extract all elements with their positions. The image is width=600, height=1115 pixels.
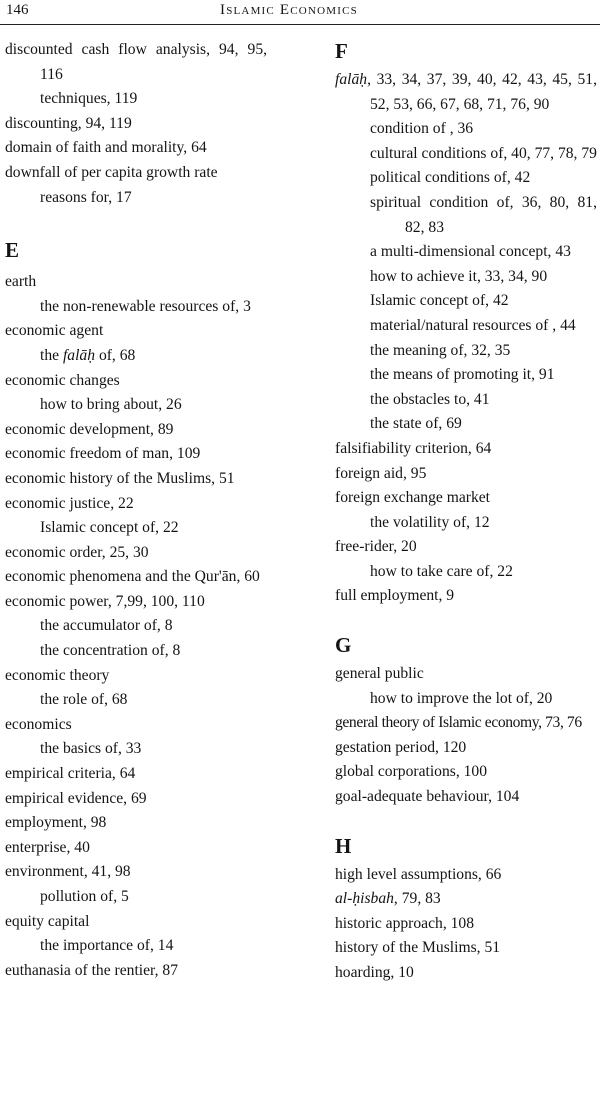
index-subentry: pollution of, 5 (40, 888, 129, 905)
index-entry: general theory of Islamic economy, 73, 76 (335, 714, 582, 732)
page-header (0, 0, 600, 26)
index-subentry: how to take care of, 22 (370, 562, 513, 580)
index-entry: full employment, 9 (335, 587, 455, 605)
index-subentry: the state of, 69 (370, 415, 462, 433)
index-subentry: material/natural resources of , 44 (370, 316, 576, 334)
section-letter-g: G (335, 633, 352, 658)
index-entry: gestation period, 120 (335, 738, 467, 756)
index-subentry: the basics of, 33 (40, 740, 142, 758)
index-entry: empirical evidence, 69 (5, 789, 147, 807)
index-entry: downfall of per capita growth rate (5, 163, 218, 181)
index-subentry: political conditions of, 42 (370, 169, 531, 187)
index-subentry: how to improve the lot of, 20 (370, 689, 553, 707)
index-column-right (335, 38, 597, 986)
index-entry: foreign aid, 95 (335, 464, 427, 482)
index-entry: equity capital (5, 912, 90, 930)
index-entry: historic approach, 108 (335, 914, 475, 932)
index-subentry: the falāḥ of, 68 (40, 346, 136, 364)
index-entry: economics (5, 715, 72, 733)
running-head: Islamic Economics (220, 2, 358, 18)
index-entry: high level assumptions, 66 (335, 865, 502, 883)
index-entry: euthanasia of the rentier, 87 (5, 961, 179, 979)
index-entry: economic changes (5, 371, 120, 389)
index-subentry: the means of promoting it, 91 (370, 366, 555, 384)
index-entry: environment, 41, 98 (5, 863, 131, 881)
index-entry: economic order, 25, 30 (5, 543, 149, 561)
index-subentry: the concentration of, 8 (40, 642, 181, 660)
index-entry: earth (5, 273, 37, 291)
index-subentry: the accumulator of, 8 (40, 617, 173, 635)
index-entry: hoarding, 10 (335, 964, 414, 981)
index-subentry: spiritual condition of, 36, 80, 81, 82, 83 (370, 193, 597, 236)
index-entry: falsifiability criterion, 64 (335, 439, 492, 457)
header-rule (0, 24, 600, 25)
index-subentry: Islamic concept of, 22 (40, 519, 179, 537)
index-subentry: the role of, 68 (40, 691, 128, 709)
index-entry: economic agent (5, 322, 104, 340)
index-entry: goal-adequate behaviour, 104 (335, 788, 520, 806)
index-subentry: the meaning of, 32, 35 (370, 341, 511, 359)
index-entry: discounted cash flow analysis, 94, 95, 116 (5, 41, 268, 83)
index-subentry: how to bring about, 26 (40, 396, 182, 414)
index-subentry: cultural conditions of, 40, 77, 78, 79 (370, 144, 597, 162)
index-entry: economic freedom of man, 109 (5, 445, 201, 463)
index-entry: employment, 98 (5, 814, 107, 832)
index-entry: discounting, 94, 119 (5, 114, 132, 132)
index-subentry: the importance of, 14 (40, 937, 174, 955)
index-subentry: how to achieve it, 33, 34, 90 (370, 267, 548, 285)
index-entry: economic phenomena and the Qur'ān, 60 (5, 568, 260, 586)
section-letter-h: H (335, 833, 352, 858)
index-subentry: condition of , 36 (370, 120, 474, 138)
index-subentry: the non-renewable resources of, 3 (40, 297, 251, 315)
index-subentry: a multi-dimensional concept, 43 (370, 243, 571, 261)
index-entry: history of the Muslims, 51 (335, 939, 501, 957)
index-entry: economic history of the Muslims, 51 (5, 469, 235, 487)
index-entry: global corporations, 100 (335, 763, 488, 781)
section-letter-e: E (5, 238, 20, 263)
index-subentry: Islamic concept of, 42 (370, 292, 509, 310)
section-letter-f: F (335, 39, 348, 63)
index-entry: general public (335, 665, 424, 683)
page-number: 146 (6, 2, 29, 18)
index-entry: economic power, 7,99, 100, 110 (5, 592, 205, 610)
index-subentry: techniques, 119 (40, 90, 138, 108)
index-entry: economic theory (5, 666, 110, 684)
index-subentry: the obstacles to, 41 (370, 390, 490, 408)
index-entry: empirical criteria, 64 (5, 765, 136, 783)
index-subentry: reasons for, 17 (40, 188, 132, 206)
index-entry: falāḥ, 33, 34, 37, 39, 40, 42, 43, 45, 51, 52, 53, 66, 67, 68, 71, 76, 90 (335, 71, 597, 113)
index-entry: foreign exchange market (335, 489, 490, 507)
index-entry: domain of faith and morality, 64 (5, 139, 207, 157)
index-column-left (5, 38, 267, 983)
index-entry: free-rider, 20 (335, 538, 417, 556)
index-entry: enterprise, 40 (5, 838, 90, 856)
index-subentry: the volatility of, 12 (370, 513, 490, 531)
index-entry: economic justice, 22 (5, 494, 134, 512)
index-entry: al-ḥisbah, 79, 83 (335, 890, 441, 908)
index-entry: economic development, 89 (5, 420, 174, 438)
